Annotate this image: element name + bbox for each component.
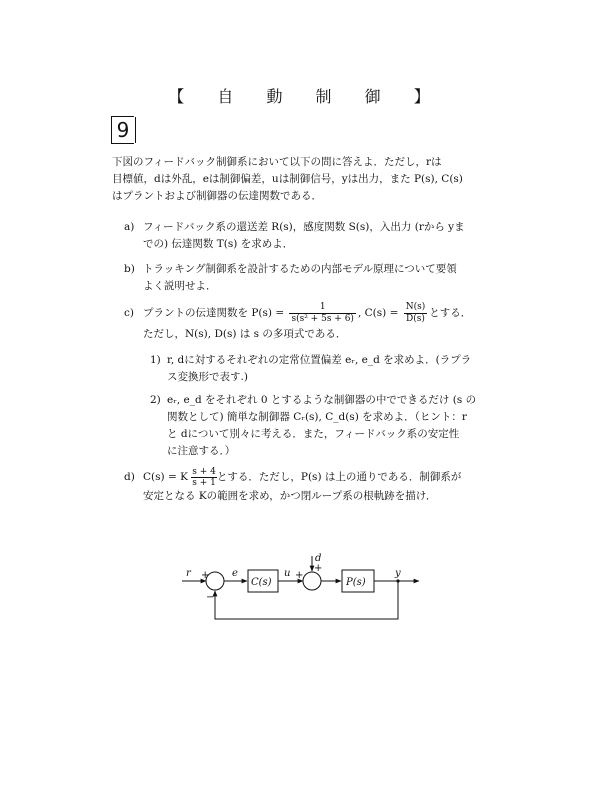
sub-2-line-2: 関数として) 簡単な制御器 Cᵣ(s), C_d(s) を求めよ．（ヒント：r xyxy=(167,411,467,423)
gain-numerator: s + 4 xyxy=(192,466,216,477)
intro-line-1: 下図のフィードバック制御系において以下の問に答えよ．ただし，rは xyxy=(112,156,442,168)
question-number: 9 xyxy=(111,116,134,144)
item-d-post: とする．ただし，P(s) は上の通りである．制御系が xyxy=(216,471,462,483)
label-plus-3: + xyxy=(314,563,323,574)
intro-line-2: 目標値，dは外乱，eは制御偏差，uは制御信号，yは出力，また P(s), C(s) xyxy=(112,173,463,185)
label-minus-1: − xyxy=(206,592,215,603)
gain-denominator: s + 1 xyxy=(192,477,216,488)
feedback-path xyxy=(215,581,398,619)
label-d: d xyxy=(315,553,322,564)
page-title: 【 自 動 制 御 】 xyxy=(168,87,444,106)
item-b-line-2: よく説明せよ． xyxy=(143,280,217,292)
sub-1-line-2: ス変換形で表す.) xyxy=(167,371,248,383)
plant-denominator: s(s² + 5s + 6) xyxy=(291,313,354,324)
label-r: r xyxy=(186,568,191,579)
sub-2-line-3: と dについて別々に考える．また，フィードバック系の安定性 xyxy=(167,428,460,440)
item-a-label: a) xyxy=(124,221,135,233)
intro-line-3: はプラントおよび制御器の伝達関数である． xyxy=(112,190,322,202)
label-u: u xyxy=(284,568,291,579)
item-c-line-2: ただし，N(s), D(s) は s の多項式である． xyxy=(143,328,347,340)
item-d-pre: C(s) = K xyxy=(143,471,188,483)
summing-junction-2 xyxy=(303,572,321,590)
sub-2-label: 2) xyxy=(150,394,161,406)
plant-numerator: 1 xyxy=(289,302,355,314)
label-plus-1: + xyxy=(201,570,210,581)
sub-1-label: 1) xyxy=(150,354,161,366)
label-plus-2: + xyxy=(295,570,304,581)
sub-2-line-4: に注意する．） xyxy=(167,445,236,457)
label-e: e xyxy=(232,568,238,579)
item-a-line-2: での) 伝達関数 T(s) を求めよ． xyxy=(143,238,294,250)
item-d-line-2: 安定となる Kの範囲を求め，かつ閉ループ系の根軌跡を描け． xyxy=(143,490,437,502)
item-b-line-1: トラッキング制御系を設計するための内部モデル原理について要領 xyxy=(143,263,457,275)
sub-1-line-1: r, dに対するそれぞれの定常位置偏差 eᵣ, e_d を求めよ．(ラプラ xyxy=(167,354,472,366)
controller-numerator: N(s) xyxy=(405,301,426,312)
item-d-label: d) xyxy=(124,471,135,483)
label-y: y xyxy=(395,568,401,579)
p-block-label: P(s) xyxy=(346,577,366,588)
c-block-label: C(s) xyxy=(251,577,272,588)
item-b-label: b) xyxy=(124,263,135,275)
item-a-line-1: フィードバック系の還送差 R(s)，感度関数 S(s)，入出力 (rから yま xyxy=(143,221,465,233)
output-pickoff-dot xyxy=(396,579,399,582)
item-c-pre: プラントの伝達関数を P(s) = xyxy=(143,307,285,319)
item-c-mid: , C(s) = xyxy=(357,307,399,319)
item-c-label: c) xyxy=(124,307,134,319)
sub-2-line-1: eᵣ, e_d をそれぞれ 0 とするような制御器の中でできるだけ (s の xyxy=(167,394,477,406)
controller-denominator: D(s) xyxy=(406,313,425,324)
item-c-post: とする． xyxy=(429,307,472,319)
